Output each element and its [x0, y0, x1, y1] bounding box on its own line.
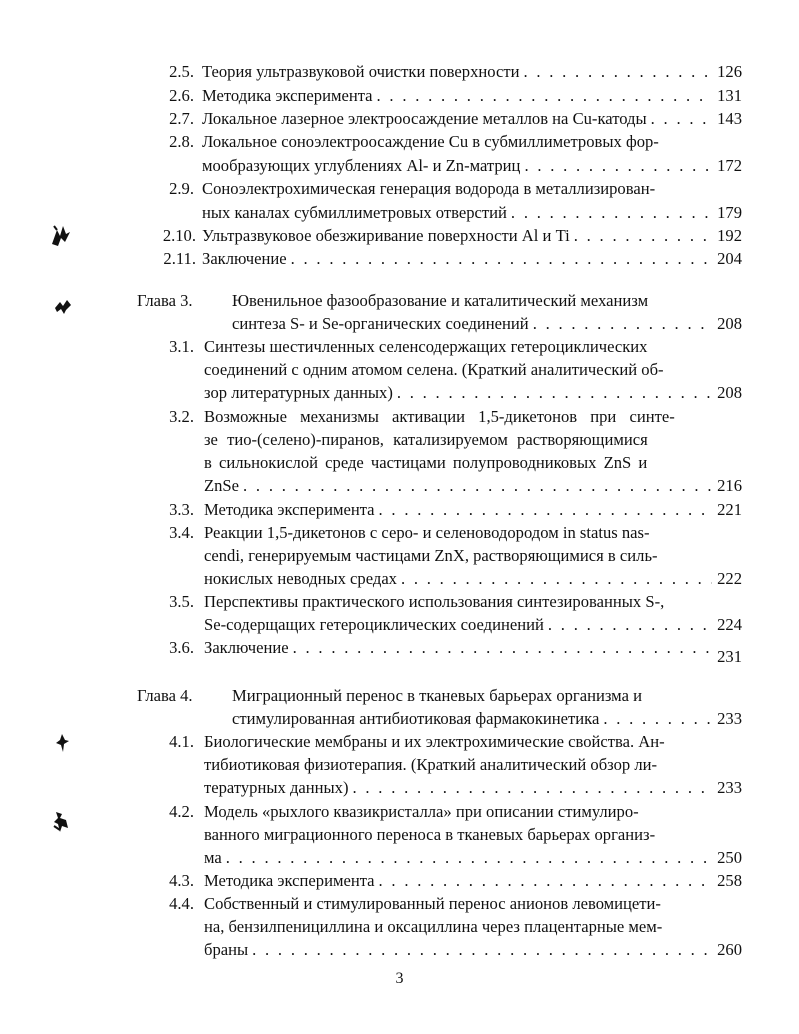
toc-entry-2-9[interactable] — [202, 202, 742, 224]
toc-entry-title: Теория ультразвуковой очистки поверхности — [202, 62, 520, 81]
toc-page-number: 233 — [717, 778, 742, 797]
toc-entry-title-line: соединений с одним атомом селена. (Краткий аналитический об- — [204, 360, 664, 379]
section-number: 4.1. — [169, 732, 194, 751]
toc-entry-title-line: Локальное соноэлектроосаждение Cu в субмиллиметровых фор- — [202, 132, 659, 151]
chapter-title: стимулированная антибиотиковая фармакокинетика — [232, 709, 600, 728]
toc-entry-title-line: ванного миграционного переноса в тканевых барьерах организ- — [204, 825, 656, 844]
leader-dots — [548, 614, 712, 636]
toc-entry-title: браны — [204, 940, 249, 959]
toc-entry-title: Ультразвуковое обезжиривание поверхности Al и Ti — [202, 226, 570, 245]
leader-dots — [603, 708, 712, 730]
toc-entry-3-3[interactable] — [204, 499, 742, 521]
toc-entry-chapter-4[interactable] — [232, 708, 742, 730]
toc-entry-chapter-3[interactable] — [232, 313, 742, 335]
toc-entry-title: тературных данных) — [204, 778, 349, 797]
toc-page-number: 250 — [717, 848, 742, 867]
toc-entry-title: Методика эксперимента — [204, 871, 375, 890]
toc-page-number: 208 — [717, 383, 742, 402]
toc-page-number: 208 — [717, 314, 742, 333]
toc-entry-title-line: на, бензилпенициллина и оксациллина через плацентарные мем- — [204, 917, 663, 936]
toc-entry-title: Заключение — [202, 249, 287, 268]
leader-dots — [524, 155, 712, 177]
toc-page-number: 172 — [717, 156, 742, 175]
toc-entry-title: ных каналах субмиллиметровых отверстий — [202, 203, 507, 222]
leader-dots — [252, 939, 712, 961]
toc-entry-title-line: Реакции 1,5-дикетонов с серо- и селеноводородом in status nas- — [204, 523, 650, 542]
toc-entry-title: Se-содерщащих гетероциклических соединений — [204, 615, 544, 634]
ink-mark-icon — [48, 222, 74, 250]
ink-mark-icon — [52, 296, 74, 318]
toc-entry-4-3[interactable] — [204, 870, 742, 892]
toc-page-number: 192 — [717, 226, 742, 245]
toc-entry-title-line: cendi, генерируемым частицами ZnX, растворяющимися в силь- — [204, 546, 658, 565]
ink-mark-icon — [52, 732, 72, 756]
toc-page-number: 258 — [717, 871, 742, 890]
toc-page-number: 231 — [717, 647, 742, 666]
toc-entry-title-line: Собственный и стимулированный перенос анионов левомицети- — [204, 894, 661, 913]
toc-entry-title-line: зе тио-(селено)-пиранов, катализируемом растворяющимися — [204, 430, 648, 449]
toc-entry-title: Локальное лазерное электроосаждение металлов на Cu-катоды — [202, 109, 647, 128]
toc-entry-title: Методика эксперимента — [202, 86, 373, 105]
toc-entry-2-10[interactable] — [202, 225, 742, 247]
section-number: 3.2. — [169, 407, 194, 426]
toc-entry-title: зор литературных данных) — [204, 383, 393, 402]
chapter-label: Глава 3. — [137, 291, 193, 310]
toc-entry-title-line: Биологические мембраны и их электрохимические свойства. Ан- — [204, 732, 665, 751]
toc-page-number: 221 — [717, 500, 742, 519]
toc-entry-title: Заключение — [204, 638, 289, 657]
toc-page-number: 222 — [717, 569, 742, 588]
toc-entry-title: нокислых неводных средах — [204, 569, 397, 588]
chapter-title-line: Ювенильное фазообразование и каталитический механизм — [232, 291, 649, 310]
section-number: 2.11. — [163, 249, 196, 268]
leader-dots — [377, 85, 713, 107]
section-number: 2.10. — [162, 226, 196, 245]
section-number: 3.5. — [169, 592, 194, 611]
section-number: 3.3. — [169, 500, 194, 519]
toc-page-number: 260 — [717, 940, 742, 959]
toc-page-number: 233 — [717, 709, 742, 728]
leader-dots — [401, 568, 712, 590]
leader-dots — [226, 847, 712, 869]
toc-page-number: 216 — [717, 476, 742, 495]
leader-dots — [533, 313, 712, 335]
toc-page-number: 126 — [717, 62, 742, 81]
leader-dots — [397, 382, 712, 404]
leader-dots — [353, 777, 713, 799]
section-number: 2.6. — [169, 86, 194, 105]
ink-mark-icon — [50, 808, 74, 836]
leader-dots — [651, 108, 712, 130]
toc-entry-2-8[interactable] — [202, 155, 742, 177]
section-number: 2.9. — [169, 179, 194, 198]
toc-entry-3-6[interactable] — [204, 637, 742, 666]
toc-entry-title-line: Перспективы практического использования синтезированных S-, — [204, 592, 665, 611]
toc-entry-4-1[interactable] — [204, 777, 742, 799]
toc-page-number: 204 — [717, 249, 742, 268]
toc-page-number: 179 — [717, 203, 742, 222]
section-number: 3.4. — [169, 523, 194, 542]
toc-entry-3-5[interactable] — [204, 614, 742, 636]
leader-dots — [379, 870, 713, 892]
chapter-title-line: Миграционный перенос в тканевых барьерах организма и — [232, 686, 642, 705]
leader-dots — [293, 637, 712, 659]
toc-entry-title-line: Возможные механизмы активации 1,5-дикетонов при синте- — [204, 407, 675, 426]
section-number: 2.7. — [169, 109, 194, 128]
chapter-title: синтеза S- и Se-органических соединений — [232, 314, 529, 333]
toc-entry-title-line: Соноэлектрохимическая генерация водорода в металлизирован- — [202, 179, 656, 198]
toc-entry-2-5[interactable] — [202, 61, 742, 83]
toc-page-number: 131 — [717, 86, 742, 105]
toc-entry-title: Методика эксперимента — [204, 500, 375, 519]
toc-entry-title-line: Модель «рыхлого квазикристалла» при описании стимулиро- — [204, 802, 639, 821]
toc-entry-3-1[interactable] — [204, 382, 742, 404]
toc-page-number: 143 — [717, 109, 742, 128]
section-number: 3.1. — [169, 337, 194, 356]
leader-dots — [574, 225, 712, 247]
toc-entry-title-line: тибиотиковая физиотерапия. (Краткий аналитический обзор ли- — [204, 755, 658, 774]
toc-entry-2-7[interactable] — [202, 108, 742, 130]
section-number: 4.2. — [169, 802, 194, 821]
toc-entry-3-2[interactable] — [204, 475, 742, 497]
section-number: 3.6. — [169, 638, 194, 657]
section-number: 4.3. — [169, 871, 194, 890]
leader-dots — [523, 61, 712, 83]
toc-entry-title: ZnSe — [204, 476, 240, 495]
leader-dots — [243, 475, 712, 497]
toc-page-number: 224 — [717, 615, 742, 634]
section-number: 2.5. — [169, 62, 194, 81]
page-number: 3 — [395, 970, 404, 987]
section-number: 2.8. — [169, 132, 194, 151]
chapter-label: Глава 4. — [137, 686, 193, 705]
toc-entry-4-4[interactable] — [204, 939, 742, 961]
toc-entry-3-4[interactable] — [204, 568, 742, 590]
toc-entry-title: мообразующих углублениях Al- и Zn-матриц — [202, 156, 521, 175]
toc-entry-2-6[interactable] — [202, 85, 742, 107]
toc-entry-2-11[interactable] — [202, 248, 742, 270]
section-number: 4.4. — [169, 894, 194, 913]
leader-dots — [379, 499, 713, 521]
leader-dots — [291, 248, 712, 270]
toc-entry-4-2[interactable] — [204, 847, 742, 869]
toc-entry-title: ма — [204, 848, 222, 867]
leader-dots — [511, 202, 712, 224]
toc-entry-title-line: в сильнокислой среде частицами полупроводниковых ZnS и — [204, 453, 648, 472]
toc-entry-title-line: Синтезы шестичленных селенсодержащих гетероциклических — [204, 337, 648, 356]
